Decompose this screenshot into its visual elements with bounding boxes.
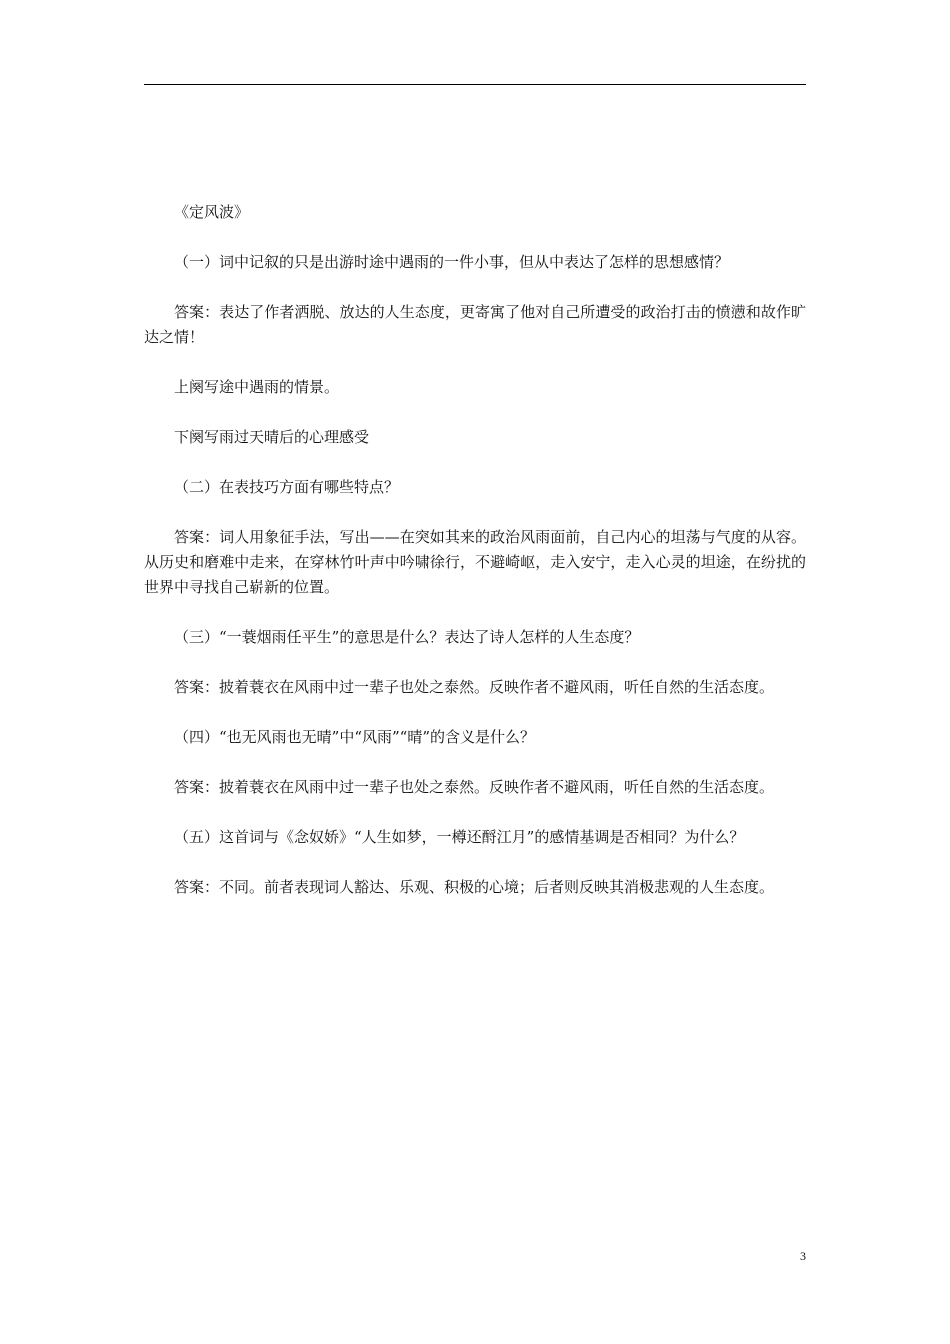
page-number: 3 [800,1249,806,1263]
answer-4: 答案：披着蓑衣在风雨中过一辈子也处之泰然。反映作者不避风雨，听任自然的生活态度。 [174,778,775,796]
document-title: 《定风波》 [174,203,250,221]
answer-1: 答案：表达了作者洒脱、放达的人生态度，更寄寓了他对自己所遭受的政治打击的愤懑和故作旷达之情！ [144,303,806,346]
note-lower-stanza: 下阕写雨过天晴后的心理感受 [174,428,370,446]
document-body [144,200,806,925]
question-3: （三）“一蓑烟雨任平生”的意思是什么？表达了诗人怎样的人生态度？ [174,628,640,646]
answer-5: 答案：不同。前者表现词人豁达、乐观、积极的心境；后者则反映其消极悲观的人生态度。 [174,878,775,896]
answer-2: 答案：词人用象征手法，写出——在突如其来的政治风雨面前，自己内心的坦荡与气度的从容。从历史和磨难中走来，在穿林竹叶声中吟啸徐行，不避崎岖，走入安宁，走入心灵的坦途，在纷扰的世界中寻找自己崭新的位置。 [144,528,806,596]
answer-3: 答案：披着蓑衣在风雨中过一辈子也处之泰然。反映作者不避风雨，听任自然的生活态度。 [174,678,775,696]
question-1: （一）词中记叙的只是出游时途中遇雨的一件小事，但从中表达了怎样的思想感情？ [174,253,730,271]
note-upper-stanza: 上阕写途中遇雨的情景。 [174,378,340,396]
question-4: （四）“也无风雨也无晴”中“风雨”“晴”的含义是什么？ [174,728,536,746]
question-5: （五）这首词与《念奴娇》“人生如梦，一樽还酹江月”的感情基调是否相同？为什么？ [174,828,745,846]
question-2: （二）在表技巧方面有哪些特点？ [174,478,400,496]
header-rule [144,84,806,85]
